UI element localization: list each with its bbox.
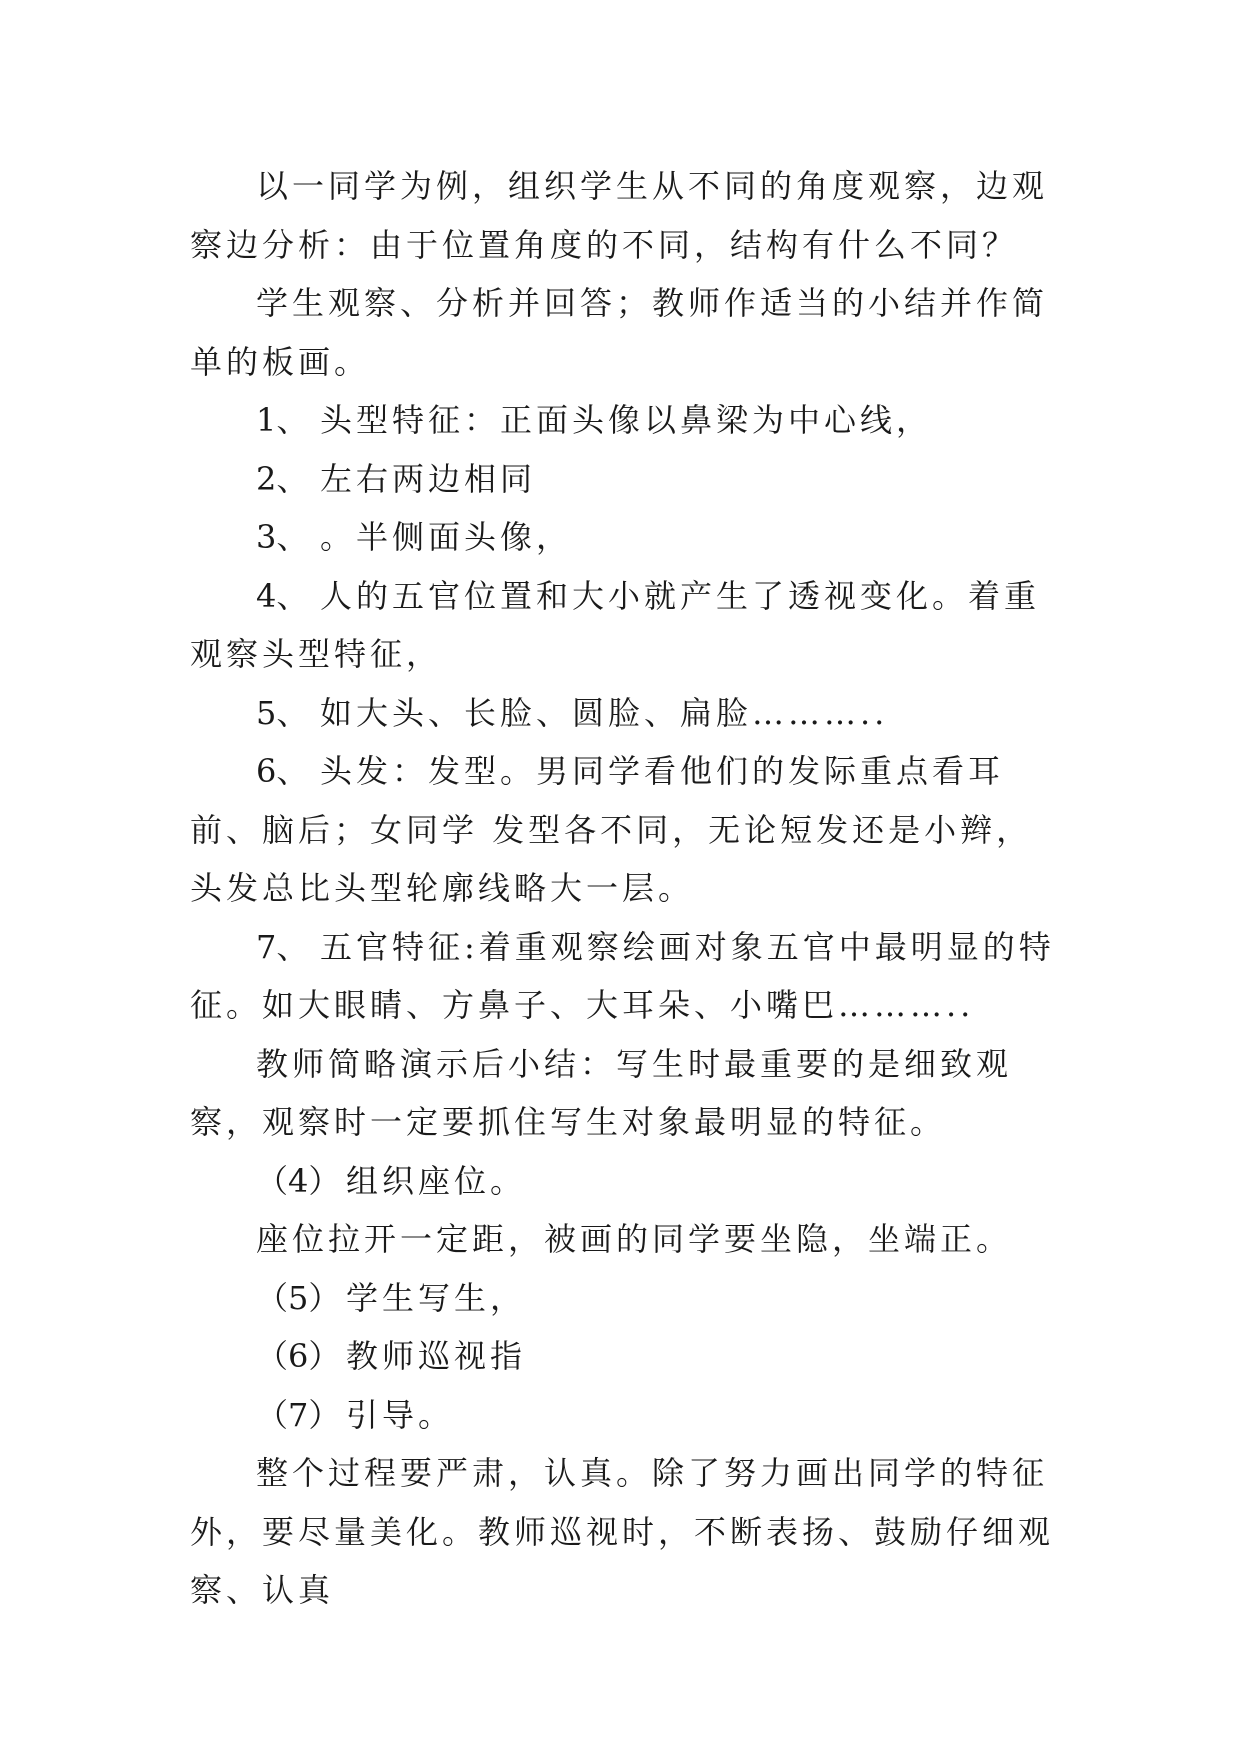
paragraph-text: 教师简略演示后小结：写生时最重要的是细致观察，观察时一定要抓住写生对象最明显的特征。 [190,1044,1013,1141]
step-text: 教师巡视指 [346,1337,527,1375]
list-number: 1、 [256,401,309,439]
list-item-5 [190,684,1060,743]
step-number: （5） [256,1278,341,1317]
list-text: 。半侧面头像， [320,518,573,556]
step-item-4 [190,1152,1060,1211]
step-text: 引导。 [346,1395,455,1434]
list-number: 7、 [256,927,309,966]
paragraph-student-answer [190,274,1060,391]
list-text: 五官特征:着重观察绘画对象五官中最明显的特征。如大眼睛、方鼻子、大耳朵、小嘴巴……….. [190,927,1055,1024]
list-item-3 [190,508,1060,567]
list-text: 左右两边相同 [320,459,537,498]
paragraph-seating [190,1210,1060,1269]
list-number: 4、 [256,576,309,615]
step-number: （4） [256,1161,341,1200]
list-text: 头型特征：正面头像以鼻梁为中心线， [320,401,933,439]
step-number: （6） [256,1337,341,1375]
step-text: 学生写生， [346,1278,527,1317]
list-text: 如大头、长脸、圆脸、扁脸……….. [320,693,889,732]
step-text: 组织座位。 [346,1161,527,1200]
paragraph-process [190,1444,1060,1620]
list-item-1 [190,391,1060,450]
document-body [190,157,1060,1620]
step-number: （7） [256,1395,341,1434]
paragraph-text: 学生观察、分析并回答；教师作适当的小结并作简单的板画。 [190,284,1049,381]
paragraph-text: 座位拉开一定距，被画的同学要坐隐，坐端正。 [256,1220,1013,1258]
list-item-2 [190,450,1060,509]
step-item-5 [190,1269,1060,1328]
list-item-7 [190,918,1060,1035]
list-text: 人的五官位置和大小就产生了透视变化。着重观察头型特征， [190,576,1041,673]
list-number: 2、 [256,459,309,498]
list-text: 头发：发型。男同学看他们的发际重点看耳前、脑后；女同学 发型各不同，无论短发还是小辫，头发总比头型轮廓线略大一层。 [190,752,1033,907]
list-number: 5、 [256,693,309,732]
list-number: 6、 [256,752,309,790]
paragraph-observation-intro [190,157,1060,274]
list-number: 3、 [256,518,309,556]
step-item-6 [190,1327,1060,1386]
step-item-7 [190,1386,1060,1445]
paragraph-teacher-summary [190,1035,1060,1152]
paragraph-text: 整个过程要严肃，认真。除了努力画出同学的特征外，要尽量美化。教师巡视时，不断表扬、鼓励仔细观察、认真 [190,1454,1055,1609]
paragraph-text: 以一同学为例，组织学生从不同的角度观察，边观察边分析：由于位置角度的不同，结构有什么不同？ [190,167,1049,264]
list-item-6 [190,742,1060,918]
list-item-4 [190,567,1060,684]
